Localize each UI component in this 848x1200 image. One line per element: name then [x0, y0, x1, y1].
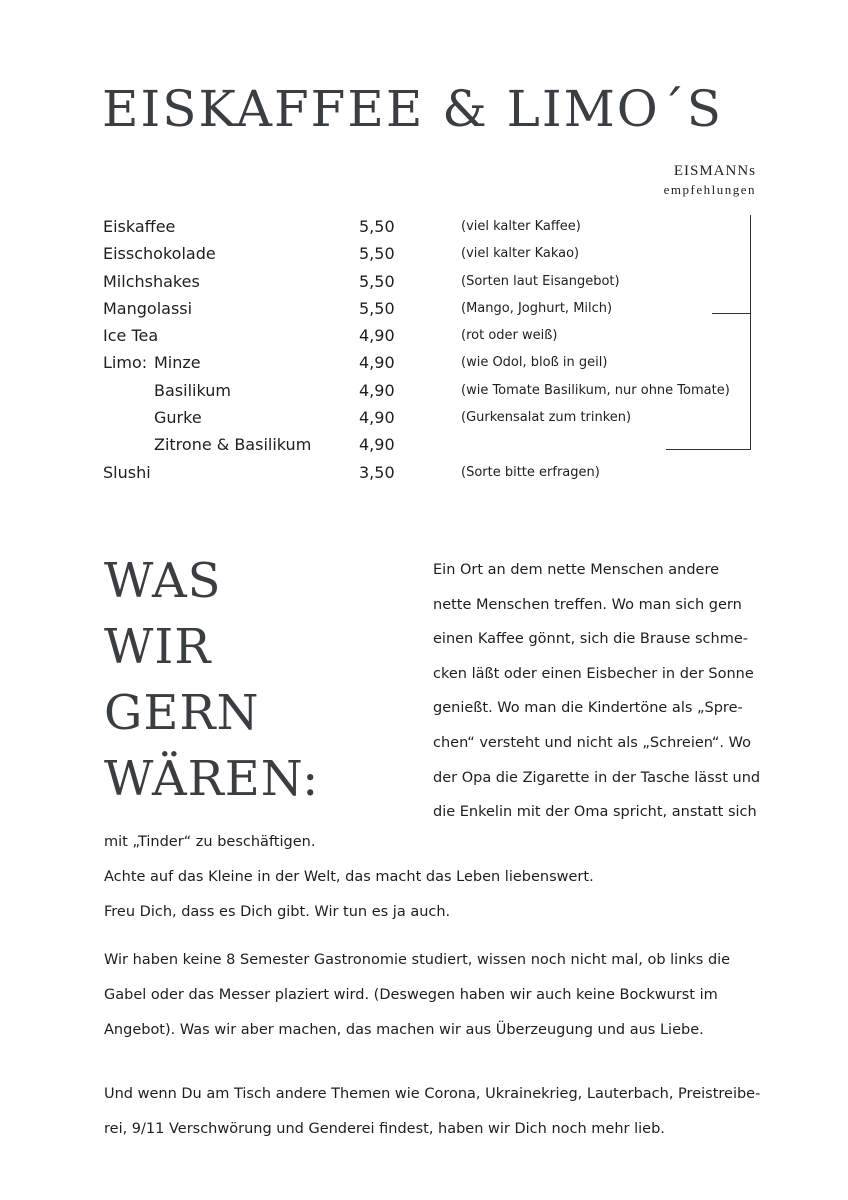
- menu-item-price: 5,50: [359, 217, 395, 236]
- menu-item-name: Zitrone & Basilikum: [154, 435, 312, 455]
- text-line: chen“ versteht und nicht als „Schreien“. Wo: [433, 734, 752, 751]
- text-line: mit „Tinder“ zu beschäftigen.: [104, 834, 316, 850]
- menu-item-name: Gurke: [154, 408, 202, 428]
- menu-item-name: Eisschokolade: [103, 244, 216, 264]
- menu-item-note: (Sorten laut Eisangebot): [461, 273, 620, 289]
- text-line: der Opa die Zigarette in der Tasche lässt und: [433, 769, 761, 786]
- recommendation-bracket-pointer: [712, 313, 751, 314]
- text-line: Achte auf das Kleine in der Welt, das macht das Leben liebenswert.: [104, 869, 594, 885]
- menu-item: [103, 353, 743, 380]
- recommendation-line1: EISMANNs: [673, 163, 756, 179]
- recommendation-label: [664, 163, 756, 198]
- menu-item-name: Basilikum: [154, 380, 231, 400]
- menu-item-name: Minze: [154, 353, 201, 373]
- menu-item: [103, 381, 743, 408]
- menu-item-price: 4,90: [359, 408, 395, 428]
- menu-item: [103, 463, 743, 490]
- menu-item-price: 5,50: [359, 271, 395, 291]
- text-line: die Enkelin mit der Oma spricht, anstatt sich: [433, 804, 757, 821]
- paragraph-3: [104, 1077, 761, 1147]
- intro-text: [433, 553, 761, 830]
- menu-item-note: (viel kalter Kakao): [461, 246, 580, 262]
- heading-line: WAS: [104, 553, 222, 609]
- menu-item-prefix: Limo:: [103, 353, 148, 373]
- menu-item-name: Eiskaffee: [103, 217, 176, 236]
- text-line: Gabel oder das Messer plaziert wird. (Deswegen haben wir auch keine Bockwurst im: [104, 987, 718, 1003]
- heading-line: WIR: [104, 619, 212, 675]
- menu-item-name: Ice Tea: [103, 326, 159, 346]
- menu-item-price: 4,90: [359, 353, 395, 373]
- text-line: Freu Dich, dass es Dich gibt. Wir tun es ja auch.: [104, 904, 451, 920]
- section-heading: [104, 548, 319, 812]
- text-line: Wir haben keine 8 Semester Gastronomie studiert, wissen noch nicht mal, ob links die: [104, 952, 731, 968]
- recommendation-line2: empfehlungen: [663, 182, 756, 197]
- recommendation-bracket-vertical: [750, 215, 751, 449]
- paragraph-2: [104, 943, 754, 1048]
- menu-item-note: (Mango, Joghurt, Milch): [461, 300, 613, 316]
- menu-item: [103, 435, 743, 462]
- menu-item-name: Slushi: [103, 462, 151, 482]
- text-line: nette Menschen treffen. Wo man sich gern: [433, 596, 742, 613]
- drinks-menu: [103, 217, 743, 490]
- menu-item-note: (viel kalter Kaffee): [461, 219, 581, 234]
- menu-item: [103, 408, 743, 435]
- menu-item: [103, 244, 743, 271]
- menu-item-note: (wie Odol, bloß in geil): [461, 355, 608, 371]
- text-line: einen Kaffee gönnt, sich die Brause schme-: [433, 631, 748, 648]
- menu-item-price: 3,50: [359, 462, 395, 482]
- recommendation-bracket-bottom: [666, 449, 751, 450]
- menu-item: [103, 272, 743, 299]
- heading-line: WÄREN:: [104, 751, 320, 807]
- menu-item-note: (rot oder weiß): [461, 328, 558, 344]
- menu-item: [103, 217, 743, 244]
- menu-item: [103, 299, 743, 326]
- menu-item-price: 4,90: [359, 435, 395, 455]
- text-line: Und wenn Du am Tisch andere Themen wie Corona, Ukrainekrieg, Lauterbach, Preistreibe-: [104, 1086, 761, 1102]
- menu-item-price: 5,50: [359, 244, 395, 264]
- text-line: rei, 9/11 Verschwörung und Genderei findest, haben wir Dich noch mehr lieb.: [104, 1121, 665, 1137]
- page-title: EISKAFFEE & LIMO´S: [102, 80, 724, 138]
- menu-item-note: (wie Tomate Basilikum, nur ohne Tomate): [461, 382, 730, 398]
- menu-item-price: 5,50: [359, 298, 395, 318]
- text-line: Angebot). Was wir aber machen, das machen wir aus Überzeugung und aus Liebe.: [104, 1022, 704, 1038]
- menu-item-note: (Sorte bitte erfragen): [461, 464, 600, 480]
- text-line: Ein Ort an dem nette Menschen andere: [433, 562, 720, 578]
- menu-item: [103, 326, 743, 353]
- text-line: genießt. Wo man die Kindertöne als „Spre-: [433, 700, 743, 717]
- menu-item-name: Milchshakes: [103, 271, 200, 291]
- text-line: cken läßt oder einen Eisbecher in der Sonne: [433, 665, 754, 682]
- menu-item-note: (Gurkensalat zum trinken): [461, 410, 632, 426]
- menu-item-name: Mangolassi: [103, 298, 193, 318]
- menu-item-price: 4,90: [359, 326, 395, 346]
- menu-item-price: 4,90: [359, 380, 395, 400]
- heading-line: GERN: [104, 685, 260, 741]
- paragraph-1: [104, 825, 754, 930]
